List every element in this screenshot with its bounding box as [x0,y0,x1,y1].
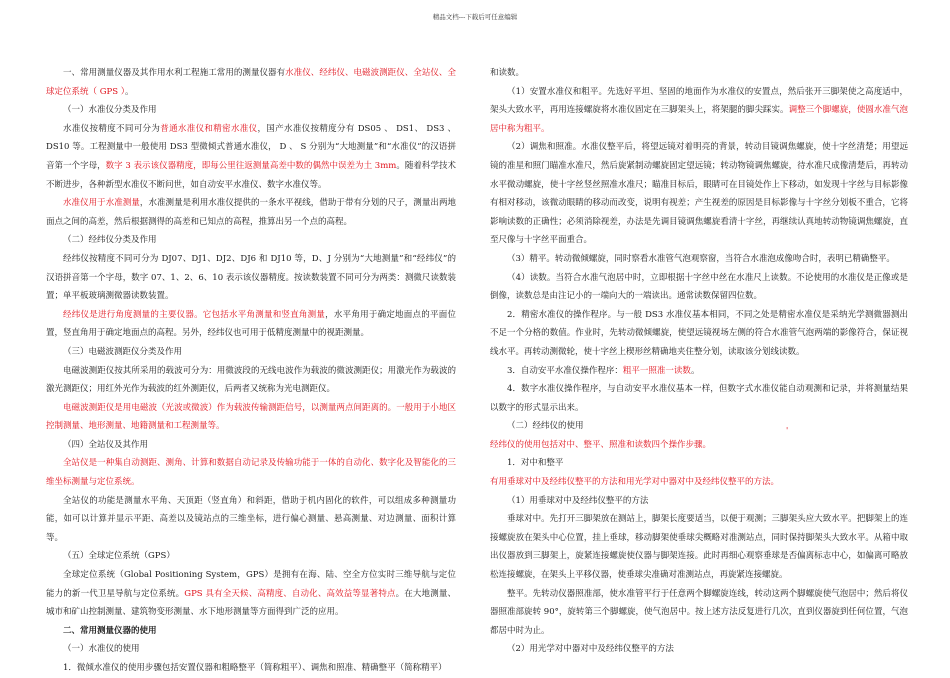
left-paragraph [46,547,456,566]
body-text: 全球定位系统（Global Positioning System，GPS）是拥有在海、陆、空全方位实时三维导航与定位能力的新一代卫星导航与定位系统。 [46,570,456,599]
left-column [46,64,456,678]
left-paragraph [46,659,456,678]
body-text: （二）经纬仪分类及作用 [63,235,157,246]
highlighted-text: 经纬仪是进行角度测量的主要仪器。它包括水平角测量和竖直角测量 [63,309,326,320]
body-text: 整平。先转动仪器照准部，使水准管平行于任意两个脚螺旋连线，转动这两个脚螺旋使气泡居中；然后将仪器照准部旋转 90°，旋转第三个脚螺旋，使气泡居中。按上述方法反复进行几次，直到仪器旋到任何位置，气泡都居中时为止。 [490,588,908,636]
highlighted-text: 经纬仪的使用包括对中、整平、照准和读数四个操作步骤。 [490,439,712,450]
left-paragraph [46,436,456,455]
body-text: 电磁波测距仪按其所采用的载波可分为：用微波段的无线电波作为载波的微波测距仪；用激光作为载波的激光测距仪；用红外光作为载波的红外测距仪，后两者又统称为光电测距仪。 [46,365,456,395]
page-header: 精品文档---下载后可任意编辑 [432,13,518,21]
right-paragraph [490,640,908,659]
right-paragraph [490,585,908,641]
highlighted-text: 水准仪、经纬仪、电磁波测距仪、全站仪、全球定位系统（ GPS ） [46,68,456,97]
body-text: 2．精密水准仪的操作程序。与一般 DS3 水准仪基本相同，不同之处是精密水准仪是采纳光学测微器测出不足一个分格的数值。作业时，先转动微倾螺旋，使望远镜视场左侧的符合水准管气泡两端的影像符合，保证视线水平。再转动测微轮，使十字丝上楔形丝精确地夹住整分划，读取该分划线读数。 [490,309,908,357]
right-paragraph [490,473,908,492]
highlighted-text: 调整三个脚螺旋，使圆水准气泡居中称为粗平。 [490,105,908,134]
left-paragraph [46,399,456,436]
right-paragraph [490,454,908,473]
left-paragraph [46,492,456,548]
right-paragraph [490,64,908,83]
body-text: 3．自动安平水准仪操作程序： [507,365,623,376]
body-text: 1．对中和整平 [507,458,564,469]
highlighted-text: 数字 3 表示该仪器精度，即每公里往返测量高差中数的偶然中误差为土 3mm [105,160,397,171]
right-paragraph [490,269,908,306]
left-paragraph [46,120,456,194]
left-paragraph [46,250,456,306]
body-text: （三）电磁波测距仪分类及作用 [63,346,183,357]
right-paragraph [490,380,908,417]
body-text: 4．数字水准仪操作程序，与自动安平水准仪基本一样，但数字式水准仪能自动观测和记录，并将测量结果以数字的形式显示出来。 [490,384,908,413]
body-text: 二、常用测量仪器的使用 [63,625,157,636]
highlighted-text: GPS 具有全天候、高精度、自动化、高效益等显著特点 [184,588,396,599]
left-paragraph [46,231,456,250]
body-text: 。 [125,86,134,97]
left-paragraph [46,362,456,399]
stray-mark: ' [786,426,789,435]
right-column [490,64,908,659]
right-paragraph [490,138,908,250]
highlighted-text: 全站仪是一种集自动测距、测角、计算和数据自动记录及传输功能于一体的自动化、数字化及智能化的三维坐标测量与定位系统。 [46,458,456,488]
highlighted-text: 有用垂球对中及经纬仪整平的方法和用光学对中器对中及经纬仪整平的方法。 [490,477,780,488]
body-text: （二）经纬仪的使用 [507,421,584,432]
body-text: 全站仪的功能是测量水平角、天顶距（竖直角）和斜距，借助于机内固化的软件，可以组成多种测量功能，如可以计算并显示平距、高差以及镜站点的三维坐标，进行偏心测量、悬高测量、对边测量、面积计算等。 [46,495,456,543]
body-text: 和读数。 [490,68,525,78]
highlighted-text: 水准仪用于水准测量 [63,198,140,209]
body-text: （一）水准仪分类及作用 [63,105,157,116]
body-text: 一、常用测量仪器及其作用水利工程施工常用的测量仪器有 [63,68,286,78]
highlighted-text: 粗平一照准一读数 [622,365,691,376]
body-text: 经纬仪按精度不同可分为 DJ07、DJ1、DJ2、DJ6 和 DJ10 等，D、J 分别为“大地测量”和“经纬仪”的汉语拼音第一个字母，数字 07、1、2、6、10 表示该仪器精度。按读数装置不同可分为两类：测微尺读数装置；单平板玻璃测微器读数装置。 [46,253,456,302]
right-paragraph [490,83,908,139]
body-text: （2）用光学对中器对中及经纬仪整平的方法 [507,644,674,655]
left-paragraph [46,101,456,120]
body-text: 。 [690,365,700,376]
body-text: 水准仪按精度不同可分为 [63,123,161,134]
body-text: ，水准测量是利用水准仪提供的一条水平视线，借助于带有分划的尺子，测量出两地面点之间的高差，然后根据测得的高差和已知点的高程，推算出另一个点的高程。 [46,198,456,227]
right-paragraph [490,492,908,511]
right-paragraph [490,510,908,584]
left-paragraph [46,640,456,659]
left-paragraph [46,566,456,622]
left-paragraph [46,454,456,491]
left-paragraph [46,194,456,231]
body-text: （2）调焦和照准。水准仪整平后，将望远镜对着明亮的背景，转动目镜调焦螺旋，使十字丝清楚；用望远镜的准星和照门瞄准水准尺，然后旋紧制动螺旋固定望远镜；转动物镜调焦螺旋，待水准尺成像清楚后，再转动水平微动螺旋，使十字丝竖丝照准水准尺；瞄准目标后，眼睛可在目镜处作上下移动，如发现十字丝与目标影像有相对移动，该微动眼睛的移动而改变，说明有视差；产生视差的原因是目标影像与十字丝分划板不重合，它将影响读数的正确性；必须消除视差，办法是先调目镜调焦螺旋看清十字丝，再继续认真地转动物镜调焦螺旋，直至尺像与十字丝平面重合。 [490,142,908,246]
highlighted-text: 普通水准仪和精密水准仪 [160,123,258,134]
body-text: 1．微倾水准仪的使用步骤包括安置仪器和粗略整平（简称粗平）、调焦和照准、精确整平（简称精平） [63,663,447,673]
highlighted-text: 电磁波测距仪是用电磁波（光波或微波）作为载波传输测距信号，以测量两点间距离的。一般用于小地区控制测量、地形测量、地籍测量和工程测量等。 [46,402,456,432]
left-paragraph [46,306,456,343]
right-paragraph [490,417,908,436]
right-paragraph [490,362,908,381]
body-text: 。在大地测量、城市和矿山控制测量、建筑物变形测量、水下地形测量等方面得到广泛的应用。 [46,588,456,618]
body-text: （一）水准仪的使用 [63,644,140,655]
body-text: ，国产水准仪按精度分有 DS05 、 DS1、 DS3 、 DS10 等。工程测量中一般使用 DS3 型微倾式普通水准仪， D 、 S 分别为“大地测量”和“水准仪”的汉语拼音第一个字母， [46,123,456,171]
body-text: （1）安置水准仪和粗平。先选好平坦、坚固的地面作为水准仪的安置点，然后张开三脚架使之高度适中，架头大致水平，再用连接螺旋将水准仪固定在三脚架头上，将架腿的脚尖踩实。 [490,86,908,116]
body-text: 垂球对中。先打开三脚架放在测站上，脚架长度要适当，以便于观测；三脚架头应大致水平。把脚架上的连接螺旋放在架头中心位置，挂上垂球，移动脚架使垂球尖概略对准测站点，同时保持脚架头大致水平。从箱中取出仪器放到三脚架上，旋紧连接螺旋使仪器与脚架连接。此时再细心观察垂球是否偏离标志中心，如偏离可略放松连接螺旋，在架头上平移仪器，使垂球尖准确对准测站点，再旋紧连接螺旋。 [490,514,908,581]
left-paragraph [46,64,456,101]
body-text: （1）用垂球对中及经纬仪整平的方法 [507,495,649,506]
body-text: （五）全球定位系统（GPS） [63,551,175,562]
left-paragraph [46,622,456,641]
right-paragraph [490,306,908,362]
body-text: ，水平角用于确定地面点的平面位置，竖直角用于确定地面点的高程。另外，经纬仪也可用于低精度测量中的视距测量。 [46,309,456,339]
body-text: （4）读数。当符合水准气泡居中时，立即根据十字丝中丝在水准尺上读数。不论使用的水准仪是正像或是倒像，读数总是由注记小的一端向大的一端读出。通常读数保留四位数。 [490,272,908,302]
right-paragraph [490,436,908,455]
body-text: （四）全站仪及其作用 [63,439,149,450]
left-paragraph [46,343,456,362]
right-paragraph [490,250,908,269]
body-text: 。随着科学技术不断进步，各种新型水准仪不断问世，如自动安平水准仪、数字水准仪等。 [46,160,456,190]
body-text: （3）精平。转动微倾螺旋，同时察看水准管气泡观察窗，当符合水准泡成像吻合时，表明已精确整平。 [507,253,895,264]
